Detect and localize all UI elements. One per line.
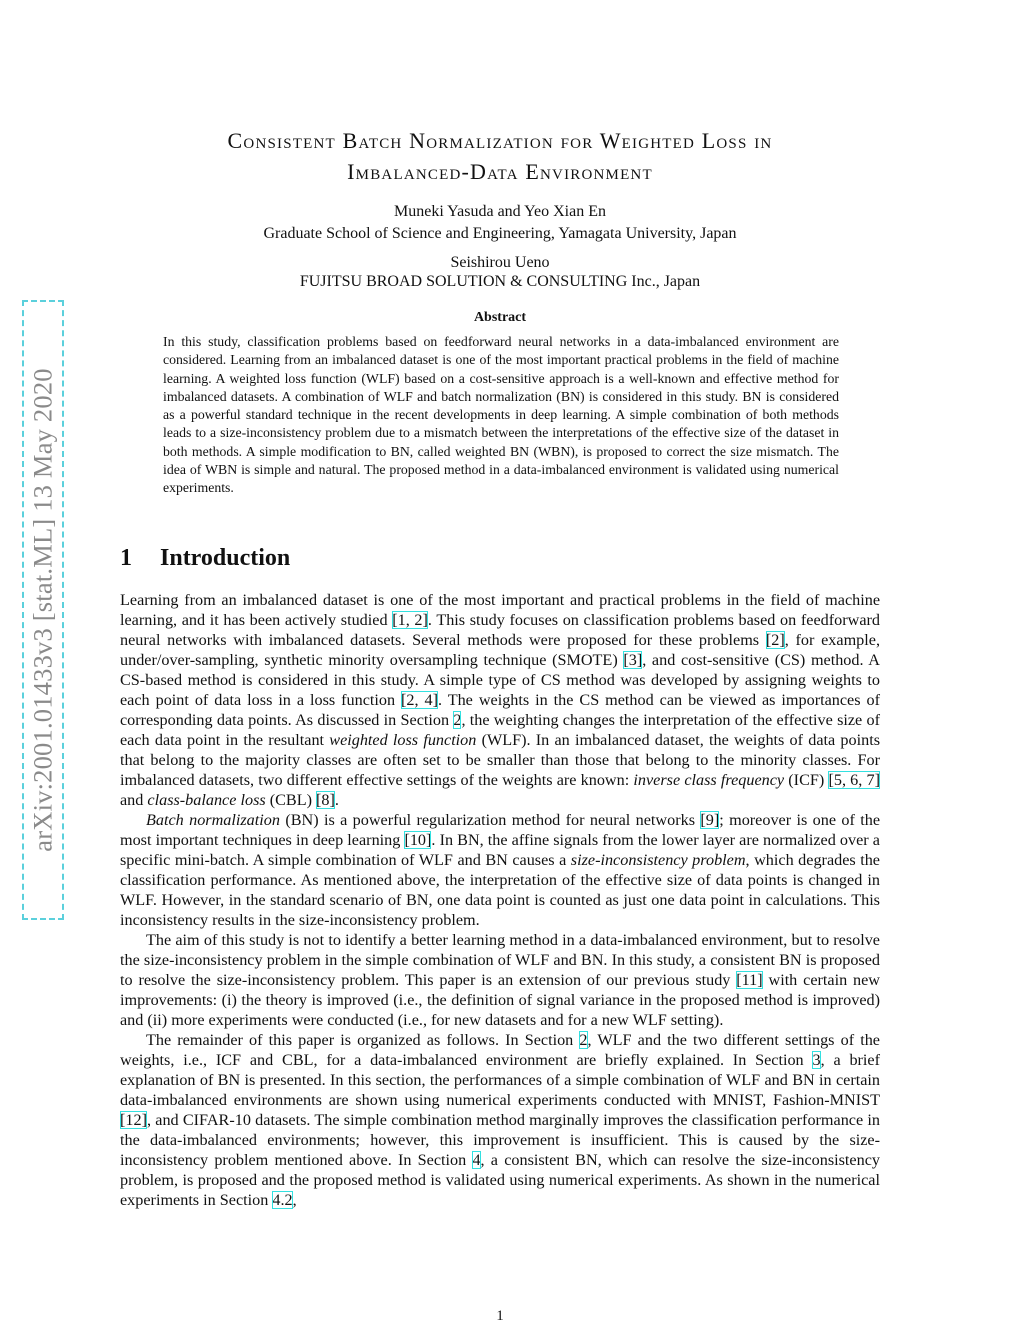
text-run: , the weighting changes the interpretation of the effective size of each data point in the resultant [120,711,880,749]
text-run: , [292,1191,297,1209]
citation-link[interactable]: 4 [472,1151,481,1169]
section-heading [120,545,290,572]
text-run: , WLF and the two different settings of the weights, i.e., ICF and CBL, for a data-imbalanced environment are briefly explained. In Section [120,1031,880,1069]
paper-title-line-2: Imbalanced-Data Environment [347,159,653,184]
citation-link[interactable]: 3 [812,1051,821,1069]
citation-link[interactable]: [3] [623,651,643,669]
paragraph [120,930,880,1030]
emphasized-term: inverse class frequency [633,771,785,789]
author-affiliation-2: FUJITSU BROAD SOLUTION & CONSULTING Inc., Japan [299,273,701,290]
text-run: The aim of this study is not to identify a better learning method in a data-imbalanced environment, but to resolve the size-inconsistency problem in the simple combination of WLF and BN. In this study, a consistent BN is proposed to resolve the size-inconsistency problem. This paper is an extension of our previous study [120,931,880,989]
text-run: (BN) is a powerful regularization method for neural networks [279,811,701,829]
abstract-text: In this study, classification problems based on feedforward neural networks in a data-imbalanced environment are considered. Learning from an imbalanced dataset is one of the most important practical problems in the field of machine learning. A weighted loss function (WLF) based on a cost-sensitive approach is a well-known and effective method for imbalanced datasets. A combination of WLF and batch normalization (BN) is considered in this study. BN is considered as a powerful standard technique in the recent developments in deep learning. A simple combination of both methods leads to a size-inconsistency problem due to a mismatch between the interpretations of the effective size of the dataset in both methods. A simple modification to BN, called weighted BN (WBN), is proposed to correct the size mismatch. The idea of WBN is simple and natural. The proposed method in a data-imbalanced environment is validated using numerical experiments. [163,334,839,496]
citation-link[interactable]: 2 [453,711,462,729]
citation-link[interactable]: 2 [579,1031,588,1049]
citation-link[interactable]: [12] [120,1111,147,1129]
author-names-1: Muneki Yasuda and Yeo Xian En [394,203,606,220]
page-number: 1 [496,1308,504,1324]
text-run: (WLF). In an imbalanced dataset, the weights of data points that belong to the majority classes are often set to be smaller than those that belong to the minority classes. For imbalanced datasets, two different effective settings of the weights are known: [120,731,880,789]
introduction-body [120,590,880,1210]
paragraph [120,1030,880,1210]
author-names-2: Seishirou Ueno [450,254,550,271]
text-run: with certain new improvements: (i) the theory is improved (i.e., the definition of signal variance in the proposed method is improved) and (ii) more experiments were conducted (i.e., for new datasets and for a new WLF setting). [120,971,881,1029]
text-run: , and cost-sensitive (CS) method. A CS-based method is considered in this study. A simple type of CS method was developed by assigning weights to each point of data loss in a loss function [120,651,880,709]
citation-link[interactable]: [5, 6, 7] [828,771,880,789]
text-run: . This study focuses on classification problems based on feedforward neural networks with imbalanced datasets. Several methods were proposed for these problems [120,611,880,649]
emphasized-term: Batch normalization [146,811,280,829]
text-run: , a brief explanation of BN is presented. In this section, the performances of a simple combination of WLF and BN in certain data-imbalanced environments are shown using numerical experiments conducted with MNIST, Fashion-MNIST [120,1051,880,1109]
paragraph [120,590,880,810]
text-run: . [334,791,339,809]
citation-link[interactable]: [2] [765,631,785,649]
text-run: (CBL) [265,791,317,809]
text-run: , for example, under/over-sampling, synthetic minority oversampling technique (SMOTE) [120,631,880,669]
citation-link[interactable]: [1, 2] [392,611,428,629]
text-run: Learning from an imbalanced dataset is one of the most important and practical problems in the field of machine learning, and it has been actively studied [120,591,880,629]
arxiv-side-stamp[interactable] [22,300,64,920]
section-title: Introduction [160,545,291,571]
paper-title-line-1: Consistent Batch Normalization for Weighted Loss in [227,128,773,153]
citation-link[interactable]: [11] [736,971,763,989]
section-number: 1 [120,545,132,571]
emphasized-term: class-balance loss [147,791,266,809]
text-run: and [120,791,148,809]
text-run: . The weights in the CS method can be viewed as importances of corresponding data points. As discussed in Section [120,691,880,729]
text-run: (ICF) [784,771,829,789]
citation-link[interactable]: [9] [700,811,720,829]
citation-link[interactable]: [2, 4] [401,691,438,709]
text-run: The remainder of this paper is organized as follows. In Section [146,1031,580,1049]
text-run: . In BN, the affine signals from the lower layer are normalized over a specific mini-batch. A simple combination of WLF and BN causes a [120,831,880,869]
text-run: , and CIFAR-10 datasets. The simple combination method marginally improves the classification performance in the data-imbalanced environments; however, this improvement is insufficient. This is caused by the size-inconsistency problem mentioned above. In Section [120,1111,880,1169]
citation-link[interactable]: 4.2 [272,1191,293,1209]
text-run: , a consistent BN, which can resolve the size-inconsistency problem, is proposed and the proposed method is validated using numerical experiments. As shown in the numerical experiments in Section [120,1151,880,1209]
citation-link[interactable]: [8] [316,791,335,809]
abstract-heading: Abstract [473,310,527,325]
citation-link[interactable]: [10] [404,831,432,849]
author-affiliation-1: Graduate School of Science and Engineering, Yamagata University, Japan [263,225,737,242]
text-run: , which degrades the classification performance. As mentioned above, the interpretation of the effective size of data points is changed in WLF. However, in the standard scenario of BN, one data point is counted as just one data point in calculations. This inconsistency results in the size-inconsistency problem. [120,851,880,929]
text-run: ; moreover is one of the most important techniques in deep learning [120,811,881,849]
emphasized-term: size-inconsistency problem [570,851,746,869]
arxiv-identifier: arXiv:2001.01433v3 [stat.ML] 13 May 2020 [27,368,58,852]
emphasized-term: weighted loss function [329,731,477,749]
paragraph [120,810,880,930]
